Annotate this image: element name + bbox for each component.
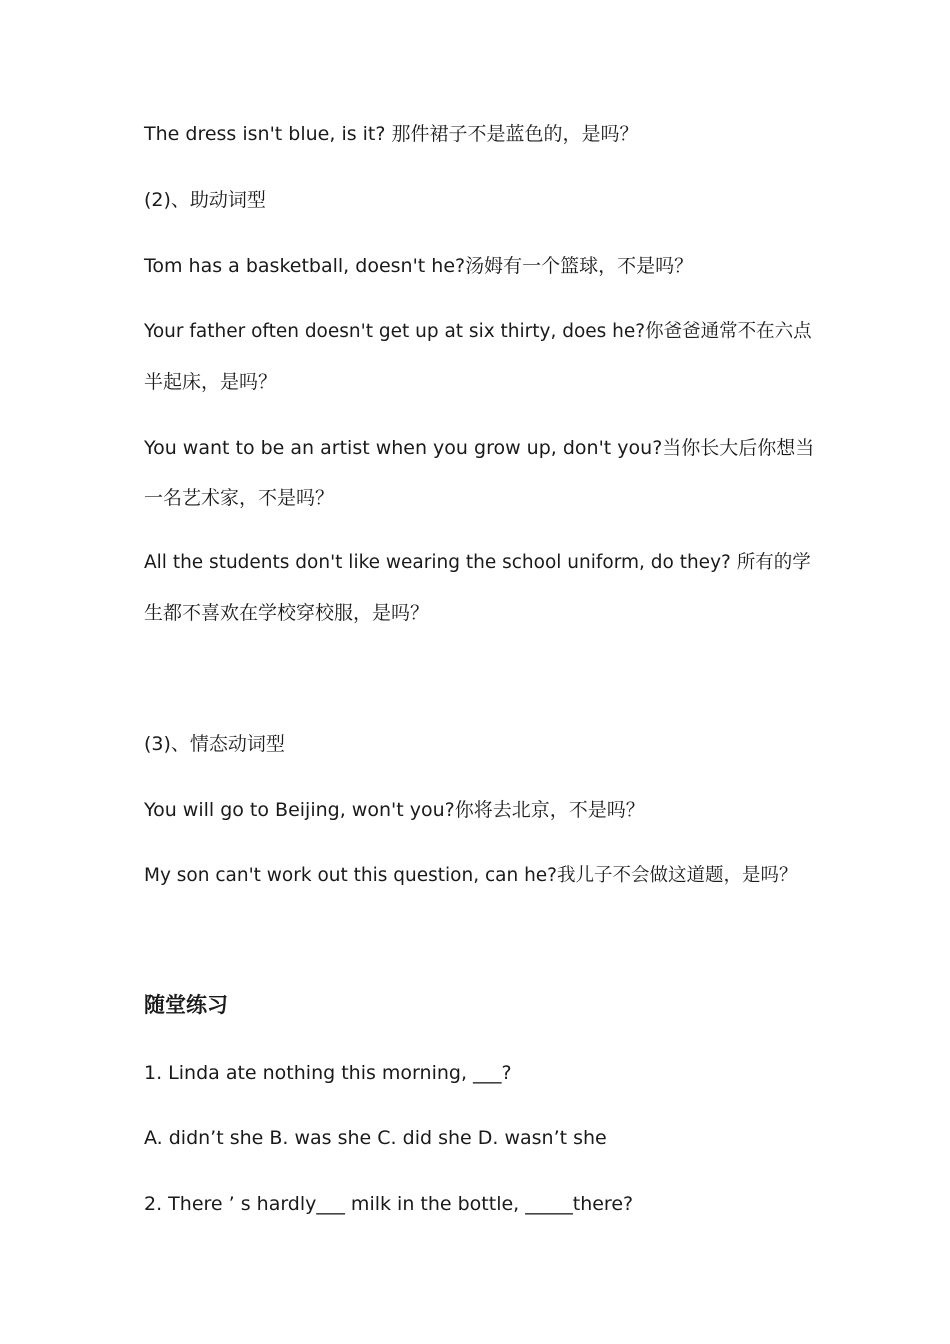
example-sentence-basketball: Tom has a basketball, doesn't he?汤姆有一个篮球，不是吗？ [144,255,694,277]
practice-title: 随堂练习 [144,993,228,1017]
example-sentence-students-line2: 生都不喜欢在学校穿校服，是吗？ [144,602,430,624]
example-sentence-father-line1: Your father often doesn't get up at six thirty, does he?你爸爸通常不在六点 [144,321,812,342]
section-heading-auxiliary: (2)、助动词型 [144,189,266,211]
example-sentence-father-line2: 半起床，是吗？ [144,371,278,393]
example-sentence-son: My son can't work out this question, can he?我儿子不会做这道题，是吗？ [144,865,798,886]
example-sentence-artist-line2: 一名艺术家，不是吗？ [144,487,335,509]
section-heading-modal: (3)、情态动词型 [144,733,285,755]
practice-question-1-options: A. didn’t she B. was she C. did she D. wasn’t she [144,1127,607,1149]
practice-question-1: 1. Linda ate nothing this morning, ___? [144,1062,512,1084]
example-sentence-beijing: You will go to Beijing, won't you?你将去北京，不是吗？ [144,799,645,821]
example-sentence-students-line1: All the students don't like wearing the school uniform, do they? 所有的学 [144,552,811,573]
example-sentence-artist-line1: You want to be an artist when you grow up, don't you?当你长大后你想当 [144,437,815,459]
practice-question-2: 2. There ’ s hardly___ milk in the bottle, _____there? [144,1193,634,1215]
example-sentence-be-verb: The dress isn't blue, is it? 那件裙子不是蓝色的，是吗？ [144,123,639,145]
